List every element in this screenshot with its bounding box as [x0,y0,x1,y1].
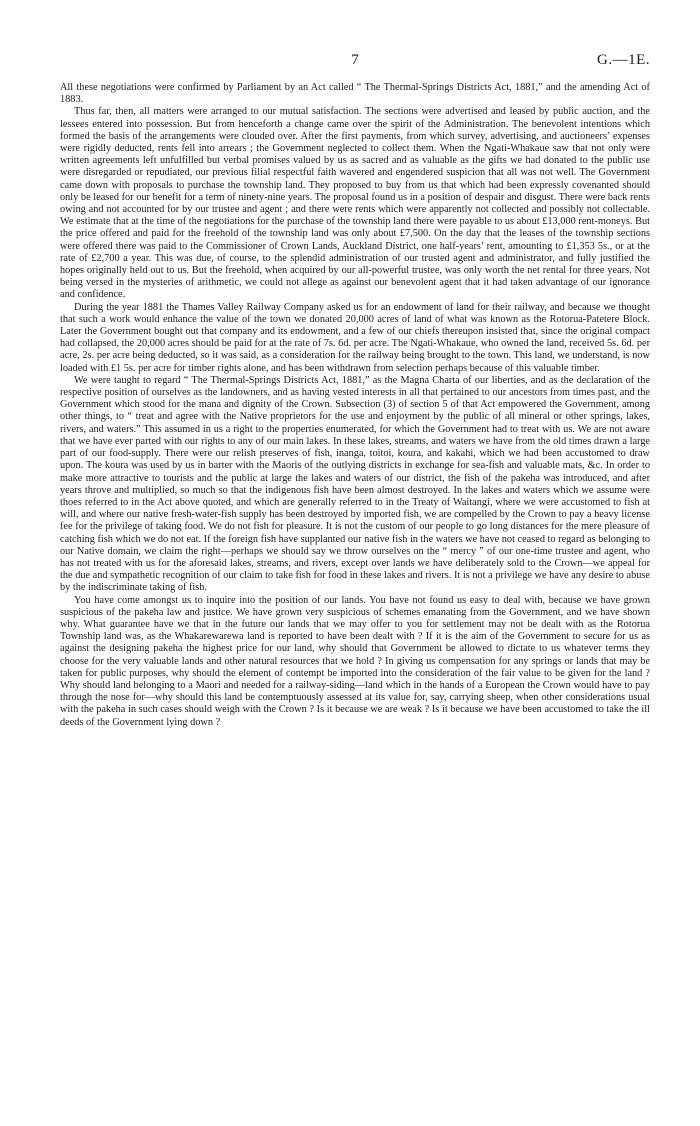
series-reference: G.—1E. [597,52,650,68]
paragraph: All these negotiations were confirmed by Parliament by an Act called “ The Thermal-Springs Districts Act, 1881,” and the amending Act of 1883. [60,82,650,106]
paragraph: You have come amongst us to inquire into the position of our lands. You have not found us easy to deal with, because we have grown suspicious of the pakeha law and justice. We have grown very suspicious of schemes emanating from the Government, and we have shown why. What guarantee have we that in the future our lands that we may offer to you for settlement may not be dealt with as the Rotorua Township land was, as the Whakarewarewa land is reported to have been dealt with ? If it is the aim of the Government to secure for us as against the designing pakeha the highest price for our land, why should that Government be allowed to dictate to us whatever terms they choose for the very valuable lands and other natural resources that we hold ? In giving us compensation for any springs or lands that may be taken for public purposes, why should the element of contempt be imported into the consideration of the fair value to be given for the land ? Why should land belonging to a Maori and needed for a railway-siding—land which in the hands of a European the Crown would have to pay through the nose for—why should this land be contemptuously assessed at its value for, say, carrying sheep, when other considerations usual with the pakeha in such cases should weigh with the Crown ? Is it because we are weak ? Is it because we have been accustomed to take the ill deeds of the Government lying down ? [60,594,650,728]
paragraph: During the year 1881 the Thames Valley Railway Company asked us for an endowment of land for their railway, and because we thought that such a work would enhance the value of the town we donated 20,000 acres of land of what was known as the Rotorua-Patetere Block. Later the Government bought out that company and its endowment, and a few of our chiefs thereupon insisted that, since the original compact had collapsed, the 20,000 acres should be paid for at the rate of 7s. 6d. per acre. The Ngati-Whakaue, who owned the land, received 5s. 6d. per acre, 2s. per acre being deducted, so it was said, as a consideration for the railway being brought to the town. This land, we understand, is now loaded with £1 5s. per acre for timber rights alone, and has been withdrawn from selection perhaps because of this valuable timber. [60,301,650,374]
body-text [60,82,650,729]
paragraph: We were taught to regard “ The Thermal-Springs Districts Act, 1881,” as the Magna Charta of our liberties, and as the declaration of the respective position of ourselves as the landowners, and as having vested interests in all that pertained to our ancestors from times past, and the Government which stood for the mana and dignity of the Crown. Subsection (3) of section 5 of that Act empowered the Government, among other things, to “ treat and agree with the Native proprietors for the use and enjoyment by the public of all mineral or other springs, lakes, rivers, and waters.” This assumed in us a right to the properties enumerated, for which the Government had to treat with us. We are not aware that we have ever parted with our rights to any of our main lakes. In these lakes, streams, and waters we have from the old times drawn a large part of our food-supply. There were our relish preserves of fish, inanga, toitoi, koura, and kakahi, which we had been accustomed to draw upon. The koura was used by us in barter with the Maoris of the outlying districts in exchange for sea-fish and valuable mats, &c. In order to make more attractive to tourists and the public at large the lakes and waters of our district, the fish of the pakeha was introduced, and after years throve and multiplied, so much so that the indigenous fish have been almost destroyed. In the lakes and waters which we assume were thoes referred to in the Act above quoted, and which are generally referred to in the Treaty of Waitangi, where we were accustomed to fish at will, and where our native fresh-water-fish supply has been destroyed by imported fish, we are compelled by the Crown to pay a heavy license fee for the privilege of taking food. We do not fish for pleasure. It is not the custom of our people to go long distances for the mere pleasure of catching fish which we do not eat. If the foreign fish have supplanted our native fish in the waters we have not ceased to regard as belonging to our Native domain, we claim the right—perhaps we should say we throw ourselves on the “ mercy ” of our one-time trustee and agent, who has not treated with us for the aforesaid lakes, streams, and rivers, except over lands we have deliberately sold to the Crown—we appeal for the due and sympathetic recognition of our claim to take fish for food in these lakes and rivers. It is not a privilege we have any desire to abuse by the indiscriminate taking of fish. [60,374,650,594]
document-page [60,52,650,729]
page-number: 7 [351,52,359,68]
page-header [60,52,650,74]
paragraph: Thus far, then, all matters were arranged to our mutual satisfaction. The sections were advertised and leased by public auction, and the lessees entered into possession. But from henceforth a change came over the spirit of the Administration. The benevolent intentions which formed the basis of the arrangements were clouded over. After the first payments, from which survey, advertising, and auctioneers’ expenses were rigidly deducted, rents fell into arrears ; the Government neglected to collect them. When the Ngati-Whakaue saw that not only were written agreements left unfulfilled but verbal promises valued by us as sacred and as valuable as the gifts we had donated to the public use were disregarded or repudiated, our previous filial respectful faith wavered and engendered suspicion that all was not well. The Government came down with proposals to purchase the township land. They proposed to buy from us that which had been expressly covenanted should only be leased for our benefit for a term of ninety-nine years. The proposal found us in a position of despair and disgust. There were back rents owing and not accounted for by our trustee and agent ; and there were rents which were apparently not collected and possibly not collectable. We estimate that at the time of the negotiations for the purchase of the township land there were payable to us about £13,000 rent-moneys. But the price offered and paid for the freehold of the township land was only about £7,500. On the day that the leases of the township sections were offered there was paid to the Commissioner of Crown Lands, Auckland District, one half-years’ rent, amounting to £1,353 5s., or at the rate of £2,700 a year. This was due, of course, to the splendid administration of our trusted agent and administrator, and fully justified the hopes originally held out to us. But the freehold, when acquired by our all-powerful trustee, was only worth the net rental for three years. Not being versed in the mysteries of arithmetic, we could not allege as against our benevolent agent that it had taken advantage of our ignorance and confidence. [60,106,650,301]
